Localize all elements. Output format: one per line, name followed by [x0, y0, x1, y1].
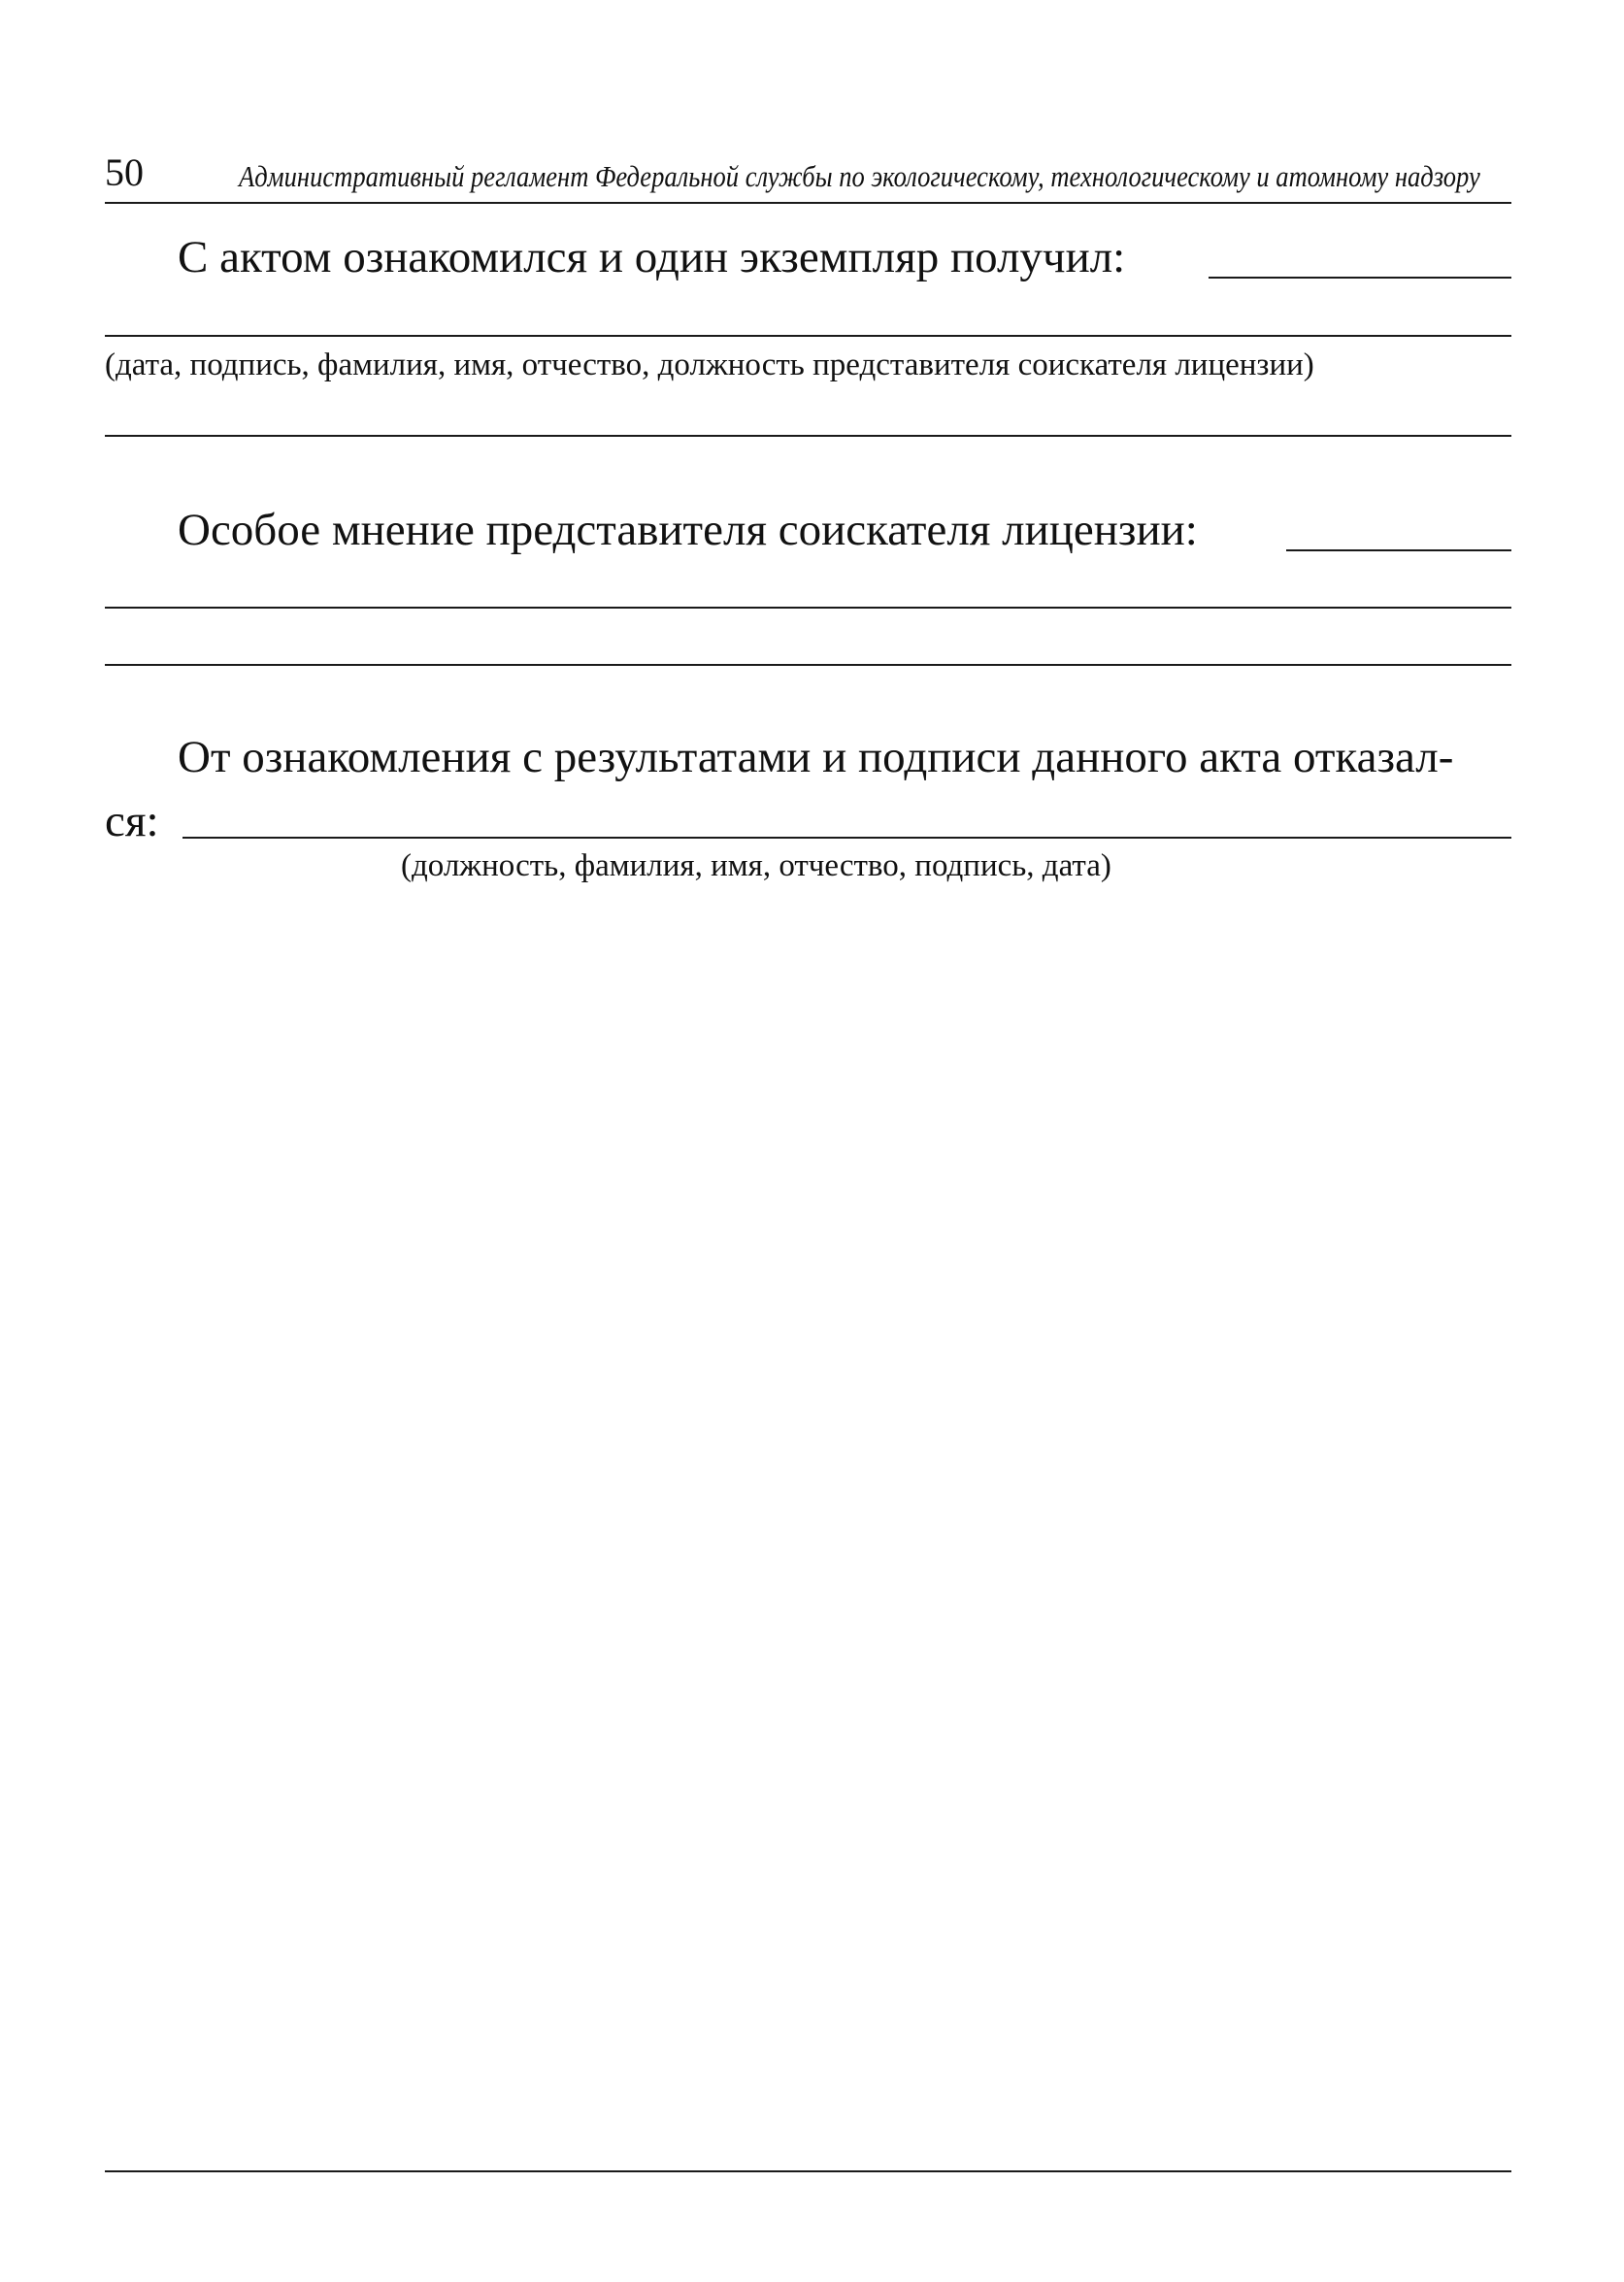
- acknowledgement-extra-line: [105, 435, 1511, 437]
- page-number: 50: [105, 150, 144, 194]
- header-rule: [105, 202, 1511, 204]
- refusal-statement-line-1: От ознакомления с результатами и подписи данного акта отказал-: [178, 732, 1454, 782]
- dissent-statement: Особое мнение представителя соискателя лицензии:: [178, 505, 1198, 555]
- acknowledgement-blank-line: [105, 335, 1511, 337]
- acknowledgement-caption: (дата, подпись, фамилия, имя, отчество, должность представителя соискателя лицензии): [105, 347, 1314, 382]
- dissent-blank-inline: [1286, 549, 1511, 551]
- refusal-blank-line: [182, 837, 1511, 839]
- footer-rule: [105, 2170, 1511, 2172]
- acknowledgement-statement: С актом ознакомился и один экземпляр получил:: [178, 232, 1126, 282]
- refusal-caption: (должность, фамилия, имя, отчество, подпись, дата): [401, 848, 1111, 883]
- dissent-blank-line-2: [105, 664, 1511, 666]
- dissent-blank-line-1: [105, 607, 1511, 609]
- acknowledgement-blank-inline: [1209, 277, 1511, 279]
- refusal-statement-line-2: ся:: [105, 796, 159, 846]
- running-header: Административный регламент Федеральной службы по экологическому, технологическому и атомному надзору: [239, 159, 1480, 193]
